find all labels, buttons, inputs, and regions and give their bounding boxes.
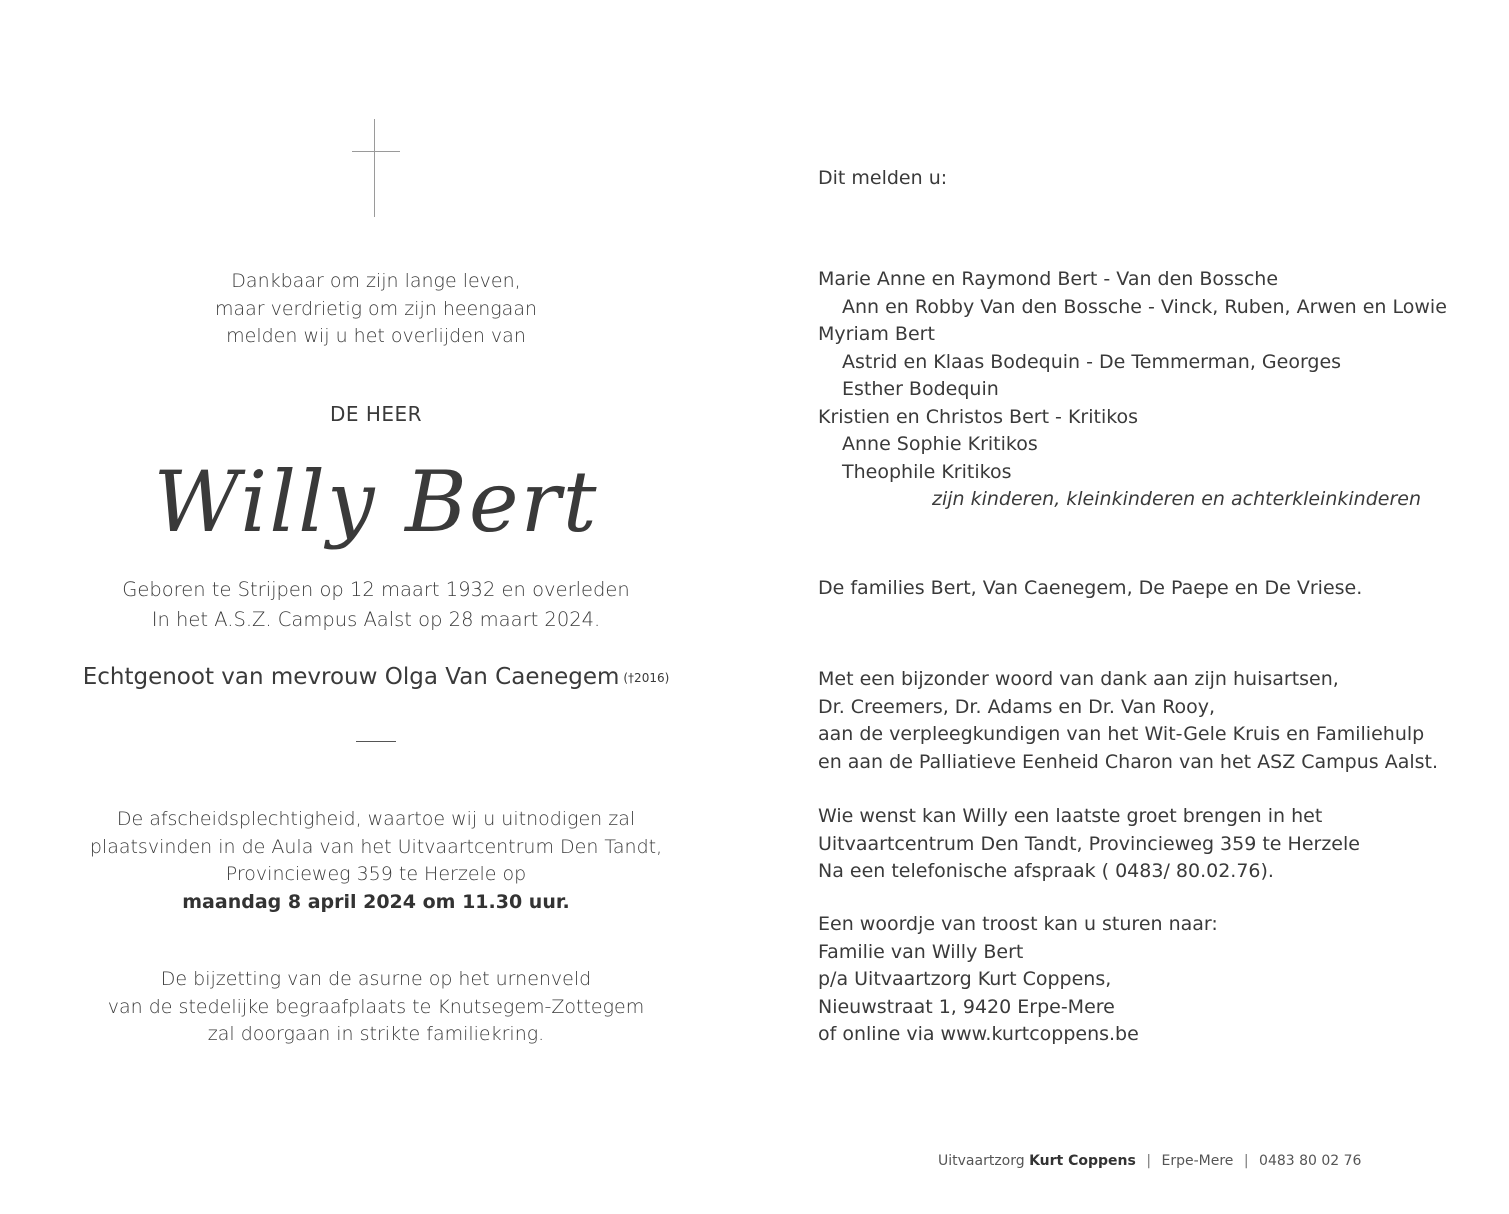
birth-death-text xyxy=(0,575,752,635)
family-member: Myriam Bert xyxy=(818,323,935,345)
footer-separator: | xyxy=(1146,1153,1152,1169)
ceremony-line: plaatsvinden in de Aula van het Uitvaartcentrum Den Tandt, xyxy=(89,835,663,858)
family-caption: zijn kinderen, kleinkinderen en achterkleinkinderen xyxy=(931,488,1421,510)
families-line: De families Bert, Van Caenegem, De Paepe en De Vriese. xyxy=(818,577,1363,599)
family-member: Marie Anne en Raymond Bert - Van den Bossche xyxy=(818,268,1279,290)
visit-line: Na een telefonische afspraak ( 0483/ 80.02.76). xyxy=(818,860,1274,882)
spouse-text xyxy=(0,661,752,694)
condolence-website[interactable]: of online via www.kurtcoppens.be xyxy=(818,1023,1139,1045)
thanks-line: Dr. Creemers, Dr. Adams en Dr. Van Rooy, xyxy=(818,695,1216,718)
spouse-name: Echtgenoot van mevrouw Olga Van Caenegem xyxy=(82,664,620,690)
footer-phone: 0483 80 02 76 xyxy=(1259,1153,1362,1169)
footer-place: Erpe-Mere xyxy=(1161,1153,1234,1169)
condolence-line: p/a Uitvaartzorg Kurt Coppens, xyxy=(818,968,1112,990)
visit-text xyxy=(818,803,1360,886)
condolence-text xyxy=(818,911,1218,1049)
cross-icon xyxy=(352,119,400,217)
intro-line: melden wij u het overlijden van xyxy=(226,325,526,347)
footer-brand: Kurt Coppens xyxy=(1029,1153,1136,1169)
divider xyxy=(356,741,396,742)
spouse-note: (†2016) xyxy=(623,670,670,685)
visit-line: Uitvaartcentrum Den Tandt, Provincieweg 359 te Herzele xyxy=(818,832,1360,855)
burial-line: De bijzetting van de asurne op het urnenveld xyxy=(160,968,592,990)
announce-heading: Dit melden u: xyxy=(818,167,948,189)
deceased-name: Willy Bert xyxy=(153,453,599,551)
family-member: Ann en Robby Van den Bossche - Vinck, Ruben, Arwen en Lowie xyxy=(842,295,1447,318)
intro-text xyxy=(0,268,752,351)
family-member: Theophile Kritikos xyxy=(842,460,1012,483)
ceremony-text xyxy=(0,806,752,916)
honorific: DE HEER xyxy=(329,402,423,426)
thanks-text xyxy=(818,666,1438,776)
visit-line: Wie wenst kan Willy een laatste groet brengen in het xyxy=(818,805,1323,827)
ceremony-line: Provincieweg 359 te Herzele op xyxy=(225,863,527,885)
condolence-line: Nieuwstraat 1, 9420 Erpe-Mere xyxy=(818,995,1115,1018)
burial-line: van de stedelijke begraafplaats te Knutsegem-Zottegem xyxy=(107,995,645,1018)
born-line: Geboren te Strijpen op 12 maart 1932 en overleden xyxy=(122,578,630,601)
born-line: In het A.S.Z. Campus Aalst op 28 maart 2024. xyxy=(151,608,601,631)
left-panel xyxy=(0,0,752,1214)
footer-separator: | xyxy=(1243,1153,1249,1169)
ceremony-date: maandag 8 april 2024 om 11.30 uur. xyxy=(182,890,570,913)
footer xyxy=(938,1152,1361,1170)
condolence-line: Een woordje van troost kan u sturen naar: xyxy=(818,913,1218,935)
burial-text xyxy=(0,966,752,1049)
thanks-line: en aan de Palliatieve Eenheid Charon van het ASZ Campus Aalst. xyxy=(818,750,1439,773)
family-member: Anne Sophie Kritikos xyxy=(842,433,1038,455)
family-member: Astrid en Klaas Bodequin - De Temmerman, Georges xyxy=(842,350,1342,373)
intro-line: Dankbaar om zijn lange leven, xyxy=(231,270,521,292)
intro-line: maar verdrietig om zijn heengaan xyxy=(214,297,538,320)
footer-prefix: Uitvaartzorg xyxy=(938,1153,1025,1169)
family-member: Esther Bodequin xyxy=(842,378,999,400)
condolence-line: Familie van Willy Bert xyxy=(818,940,1024,963)
family-list xyxy=(818,266,1447,514)
right-panel xyxy=(818,0,1498,1214)
thanks-line: aan de verpleegkundigen van het Wit-Gele Kruis en Familiehulp xyxy=(818,723,1425,745)
ceremony-line: De afscheidsplechtigheid, waartoe wij u uitnodigen zal xyxy=(116,808,636,830)
thanks-line: Met een bijzonder woord van dank aan zijn huisartsen, xyxy=(818,668,1339,690)
burial-line: zal doorgaan in strikte familiekring. xyxy=(207,1023,545,1045)
family-member: Kristien en Christos Bert - Kritikos xyxy=(818,405,1139,428)
